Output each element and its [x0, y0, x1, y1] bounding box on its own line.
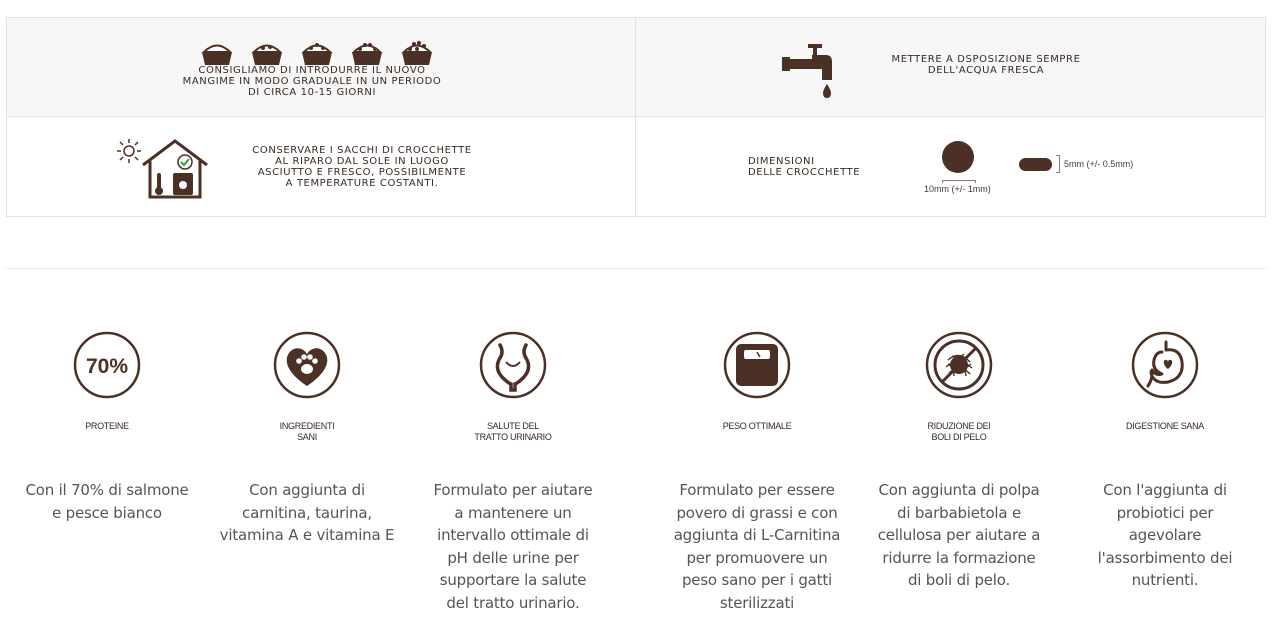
feeding-info-grid: [6, 17, 1266, 217]
section-divider: [6, 268, 1266, 269]
feeding-transition-text: CONSIGLIAMO DI INTRODURRE IL NUOVO MANGIME IN MODO GRADUALE IN UN PERIODO DI CIRCA 10-15 GIORNI: [182, 65, 442, 98]
protein-70-icon: [72, 330, 142, 400]
benefit-label: RIDUZIONE DEI BOLI DI PELO: [927, 421, 991, 442]
feeding-transition-cell: [7, 18, 636, 117]
benefit-label: PROTEINE: [85, 421, 129, 431]
benefit-peso-ottimale: [662, 330, 852, 614]
kibble-diameter: 10mm (+/- 1mm): [924, 184, 991, 194]
sun-icon: [117, 139, 141, 163]
kibble-icon: [942, 141, 974, 173]
benefit-ingredienti-sani: [212, 330, 402, 547]
benefit-description: Con l'aggiunta di probiotici per agevolare l'assorbimento dei nutrienti.: [1097, 481, 1233, 589]
benefit-description: Con aggiunta di carnitina, taurina, vitamina A e vitamina E: [219, 481, 395, 544]
benefit-description: Formulato per aiutare a mantenere un intervallo ottimale di pH delle urine per supportare la salute del tratto urinario.: [433, 481, 593, 612]
benefit-description: Con aggiunta di polpa di barbabietola e cellulosa per aiutare a ridurre la formazione di boli di pelo.: [877, 481, 1041, 589]
heart-paw-icon: [272, 330, 342, 400]
kibble-size-label: DIMENSIONI DELLE CROCCHETTE: [748, 156, 861, 178]
benefit-tratto-urinario: [418, 330, 608, 614]
fresh-water-text: METTERE A DSPOSIZIONE SEMPRE DELL'ACQUA FRESCA: [891, 54, 1081, 76]
storage-house-icon: [113, 135, 213, 199]
benefit-label: DIGESTIONE SANA: [1125, 421, 1205, 431]
benefit-description: Con il 70% di salmone e pesce bianco: [25, 481, 189, 522]
pet-bowl-icon: [197, 38, 447, 68]
benefit-label: SALUTE DEL TRATTO URINARIO: [474, 421, 552, 442]
fresh-water-cell: [636, 18, 1265, 117]
kibble-thickness: 5mm (+/- 0.5mm): [1064, 159, 1134, 169]
urinary-tract-icon: [478, 330, 548, 400]
benefit-digestione-sana: [1070, 330, 1260, 592]
benefit-boli-di-pelo: [864, 330, 1054, 592]
storage-text: CONSERVARE I SACCHI DI CROCCHETTE AL RIPARO DAL SOLE IN LUOGO ASCIUTTO E FRESCO, POSSIBILMENTE A TEMPERATURE COSTANTI.: [252, 145, 472, 189]
benefit-description: Formulato per essere povero di grassi e con aggiunta di L-Carnitina per promuovere un peso sano per i gatti sterilizzati: [673, 481, 841, 612]
kibble-side-icon: [1019, 158, 1052, 171]
kibble-size-cell: [636, 117, 1265, 216]
diameter-marker: [942, 180, 976, 183]
weight-scale-icon: [722, 330, 792, 400]
benefit-label: INGREDIENTI SANI: [279, 421, 335, 442]
water-tap-icon: [782, 40, 852, 100]
hairball-reduction-icon: [924, 330, 994, 400]
benefit-proteine: [12, 330, 202, 524]
protein-badge: 70%: [85, 355, 129, 378]
thickness-marker: [1056, 155, 1060, 173]
stomach-icon: [1130, 330, 1200, 400]
storage-cell: [7, 117, 636, 216]
benefit-label: PESO OTTIMALE: [722, 421, 792, 431]
